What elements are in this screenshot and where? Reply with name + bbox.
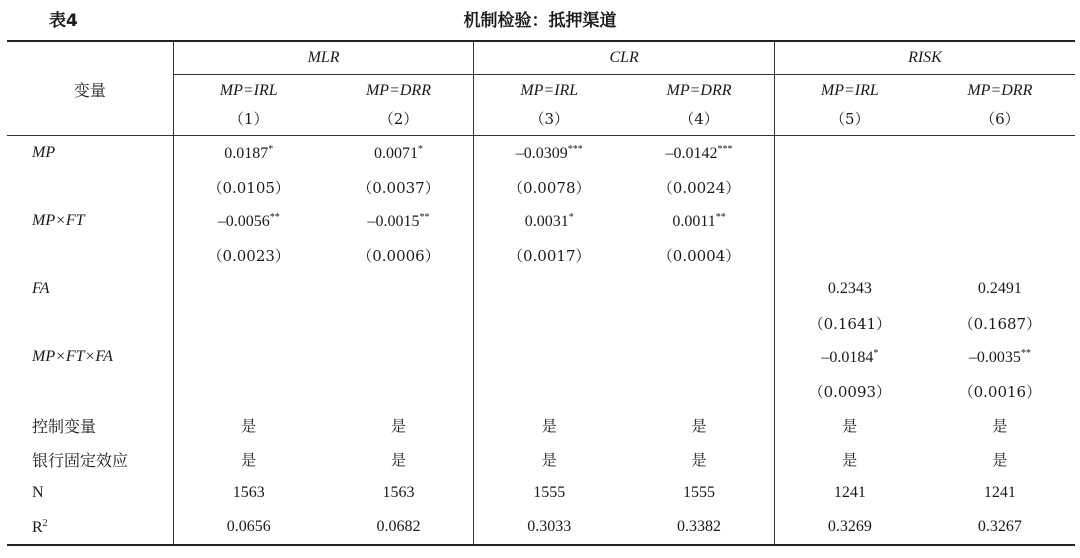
coef-cell xyxy=(774,136,924,171)
row-label-mp-ft: MP×FT xyxy=(32,212,85,229)
table-title: 机制检验：抵押渠道 xyxy=(463,11,617,31)
row-label-r2: $R^2$ xyxy=(7,510,173,545)
table-row-bank-fe xyxy=(7,442,1075,476)
column-spec: MP=IRL xyxy=(520,82,579,99)
table-row-mp-ft xyxy=(7,204,1075,238)
column-spec: MP=IRL xyxy=(820,82,879,99)
se-cell: （0.0037） xyxy=(357,178,440,197)
table-header xyxy=(0,0,1080,40)
se-cell: （0.0023） xyxy=(173,238,323,272)
coef-cell: 0.2491 xyxy=(977,280,1022,297)
yes-cell: 是 xyxy=(992,416,1008,435)
table-row-fa-se xyxy=(7,306,1075,340)
significance-stars: *** xyxy=(567,143,583,155)
group-header-mlr: MLR xyxy=(173,41,474,75)
value-cell: 1563 xyxy=(382,484,415,501)
coef-cell: –0.0056** xyxy=(173,204,323,238)
coef-cell: 0.0187* xyxy=(173,136,323,171)
table-row-mp-ft-se xyxy=(7,238,1075,272)
column-spec: MP=DRR xyxy=(365,82,431,99)
column-header-5 xyxy=(774,75,924,136)
value-cell: 1241 xyxy=(774,476,924,510)
group-header-risk: RISK xyxy=(774,41,1075,75)
value-cell: 1563 xyxy=(173,476,323,510)
value-cell: 0.3382 xyxy=(624,510,774,545)
coef-cell: –0.0309*** xyxy=(474,136,624,171)
group-header-clr: CLR xyxy=(474,41,775,75)
row-label-mp-ft-fa: MP×FT×FA xyxy=(32,348,113,365)
yes-cell: 是 xyxy=(390,416,406,435)
column-number: （2） xyxy=(378,110,419,128)
row-label-n: N xyxy=(32,484,44,501)
coef-cell: 0.0011** xyxy=(672,211,726,230)
yes-cell: 是 xyxy=(774,442,924,476)
table-row-n xyxy=(7,476,1075,510)
column-spec: MP=IRL xyxy=(219,82,278,99)
significance-stars: *** xyxy=(717,143,733,155)
se-cell: （0.0093） xyxy=(774,374,924,408)
significance-stars: ** xyxy=(1020,347,1031,359)
coef-cell: 0.0031* xyxy=(474,204,624,238)
yes-cell: 是 xyxy=(992,450,1008,469)
coef-cell xyxy=(925,136,1075,171)
table-row-mp xyxy=(7,136,1075,171)
regression-table xyxy=(7,40,1075,546)
yes-cell: 是 xyxy=(691,450,707,469)
yes-cell: 是 xyxy=(474,442,624,476)
yes-cell: 是 xyxy=(774,408,924,442)
value-cell: 0.0656 xyxy=(173,510,323,545)
value-cell: 0.3033 xyxy=(474,510,624,545)
value-cell: 0.0682 xyxy=(324,510,474,545)
se-cell: （0.1641） xyxy=(774,306,924,340)
table-row-controls xyxy=(7,408,1075,442)
table-row-mp-se xyxy=(7,170,1075,204)
column-header-3 xyxy=(474,75,624,136)
column-header-1 xyxy=(173,75,323,136)
value-cell: 1555 xyxy=(683,484,716,501)
significance-stars: * xyxy=(873,347,879,359)
table-row-r2 xyxy=(7,510,1075,545)
column-number: （4） xyxy=(679,110,719,128)
coef-cell: –0.0142*** xyxy=(665,143,733,162)
se-cell: （0.0016） xyxy=(958,382,1042,401)
coef-cell: –0.0184* xyxy=(774,340,924,374)
significance-stars: ** xyxy=(419,211,430,223)
yes-cell: 是 xyxy=(474,408,624,442)
variable-column-header: 变量 xyxy=(7,41,173,136)
column-header-6 xyxy=(925,75,1075,136)
se-cell: （0.0017） xyxy=(474,238,624,272)
column-header-4 xyxy=(624,75,774,136)
value-cell: 1241 xyxy=(983,484,1016,501)
yes-cell: 是 xyxy=(390,450,406,469)
column-number: （3） xyxy=(529,110,570,128)
column-spec: MP=DRR xyxy=(666,82,732,99)
se-cell: （0.0024） xyxy=(657,178,741,197)
se-cell: （0.0105） xyxy=(173,170,323,204)
row-label-bank-fe: 银行固定效应 xyxy=(32,450,129,470)
column-number: （5） xyxy=(830,110,870,128)
table-number: 表4 xyxy=(49,11,78,31)
column-number: （1） xyxy=(228,110,269,128)
coef-cell: 0.0071* xyxy=(373,143,423,162)
column-number: （6） xyxy=(980,110,1020,128)
table-row-fa xyxy=(7,272,1075,306)
significance-stars: * xyxy=(417,143,423,155)
row-label-mp: MP xyxy=(32,144,56,161)
yes-cell: 是 xyxy=(173,442,323,476)
significance-stars: ** xyxy=(715,211,726,223)
column-header-2 xyxy=(324,75,474,136)
coef-cell: –0.0015** xyxy=(367,211,430,230)
significance-stars: * xyxy=(568,211,574,223)
se-cell: （0.0006） xyxy=(357,246,440,265)
value-cell: 0.3267 xyxy=(925,510,1075,545)
coef-cell: –0.0035** xyxy=(968,347,1031,366)
row-label-controls: 控制变量 xyxy=(32,416,97,436)
se-cell: （0.0004） xyxy=(657,246,741,265)
table-row-mp-ft-fa xyxy=(7,340,1075,374)
se-cell: （0.1687） xyxy=(958,314,1042,333)
coef-cell: 0.2343 xyxy=(774,272,924,306)
yes-cell: 是 xyxy=(691,416,707,435)
value-cell: 1555 xyxy=(474,476,624,510)
significance-stars: * xyxy=(268,143,274,155)
column-spec: MP=DRR xyxy=(967,82,1033,99)
se-cell: （0.0078） xyxy=(474,170,624,204)
significance-stars: ** xyxy=(269,211,280,223)
yes-cell: 是 xyxy=(173,408,323,442)
table-row-mp-ft-fa-se xyxy=(7,374,1075,408)
row-label-fa: FA xyxy=(32,280,50,297)
value-cell: 0.3269 xyxy=(774,510,924,545)
